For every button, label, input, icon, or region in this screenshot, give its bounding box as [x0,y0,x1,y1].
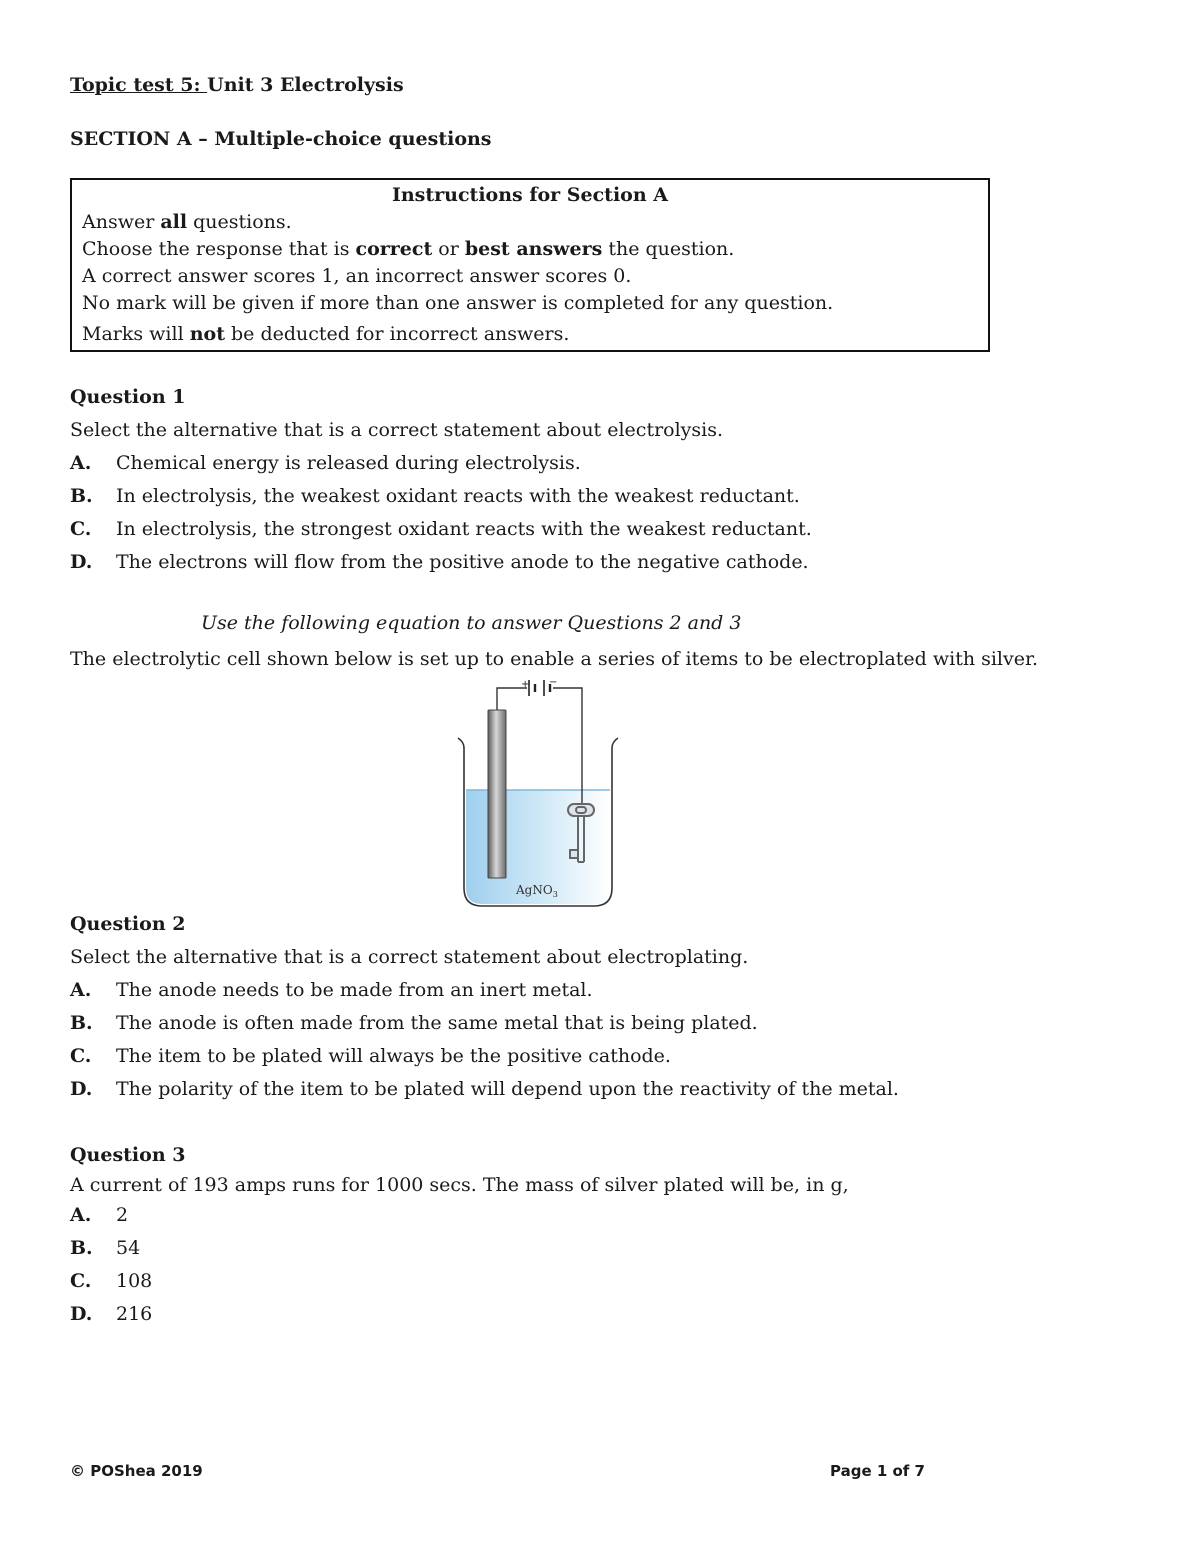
cathode-wire [553,688,582,804]
title-topic: Topic test 5: [70,74,208,96]
question-stem: A current of 193 amps runs for 1000 secs. The mass of silver plated will be, in g, [70,1174,849,1196]
option-a[interactable]: A. 2 [70,1204,129,1226]
question-heading: Question 3 [70,1144,186,1166]
instruction-line-4: No mark will be given if more than one answer is completed for any question. [82,292,834,314]
option-b[interactable]: B. 54 [70,1237,141,1259]
instruction-line-2: Choose the response that is correct or best answers the question. [82,238,735,260]
title-unit: Unit 3 Electrolysis [207,74,404,96]
question-stem: Select the alternative that is a correct statement about electroplating. [70,946,749,968]
question-heading: Question 2 [70,913,186,935]
silver-anode-rod [488,710,506,878]
battery-icon [529,680,550,696]
instruction-line-1: Answer all questions. [82,211,292,233]
question-2 [70,908,899,1106]
negative-terminal-label: − [549,677,558,688]
positive-terminal-label: + [521,679,530,690]
anode-wire [497,688,527,710]
instruction-line-3: A correct answer scores 1, an incorrect answer scores 0. [82,265,632,287]
question-heading: Question 1 [70,386,186,408]
option-b[interactable]: B. In electrolysis, the weakest oxidant reacts with the weakest reductant. [70,485,800,507]
footer-page-number: Page 1 of 7 [830,1462,925,1480]
section-heading: SECTION A – Multiple-choice questions [70,128,492,150]
option-c[interactable]: C. 108 [70,1270,153,1292]
option-b[interactable]: B. The anode is often made from the same metal that is being plated. [70,1012,758,1034]
electrolytic-cell-diagram [382,676,622,910]
question-stem: Select the alternative that is a correct statement about electrolysis. [70,419,724,441]
footer-copyright: © POShea 2019 [70,1462,203,1480]
instructions-heading: Instructions for Section A [391,184,669,206]
page-title [70,74,404,96]
option-a[interactable]: A. Chemical energy is released during electrolysis. [70,452,581,474]
option-d[interactable]: D. The electrons will flow from the positive anode to the negative cathode. [70,551,809,573]
option-d[interactable]: D. The polarity of the item to be plated will depend upon the reactivity of the metal. [70,1078,899,1100]
option-c[interactable]: C. In electrolysis, the strongest oxidant reacts with the weakest reductant. [70,518,812,540]
question-1 [70,381,812,579]
shared-intro: The electrolytic cell shown below is set up to enable a series of items to be electroplated with silver. [70,648,1039,670]
question-3 [70,1139,849,1331]
option-c[interactable]: C. The item to be plated will always be the positive cathode. [70,1045,671,1067]
solution-label: AgNO$_3$ [516,883,558,899]
option-d[interactable]: D. 216 [70,1303,153,1325]
shared-note: Use the following equation to answer Questions 2 and 3 [201,612,742,634]
instruction-line-5: Marks will not be deducted for incorrect answers. [82,323,570,345]
option-a[interactable]: A. The anode needs to be made from an inert metal. [70,979,593,1001]
instructions-box [70,178,990,352]
